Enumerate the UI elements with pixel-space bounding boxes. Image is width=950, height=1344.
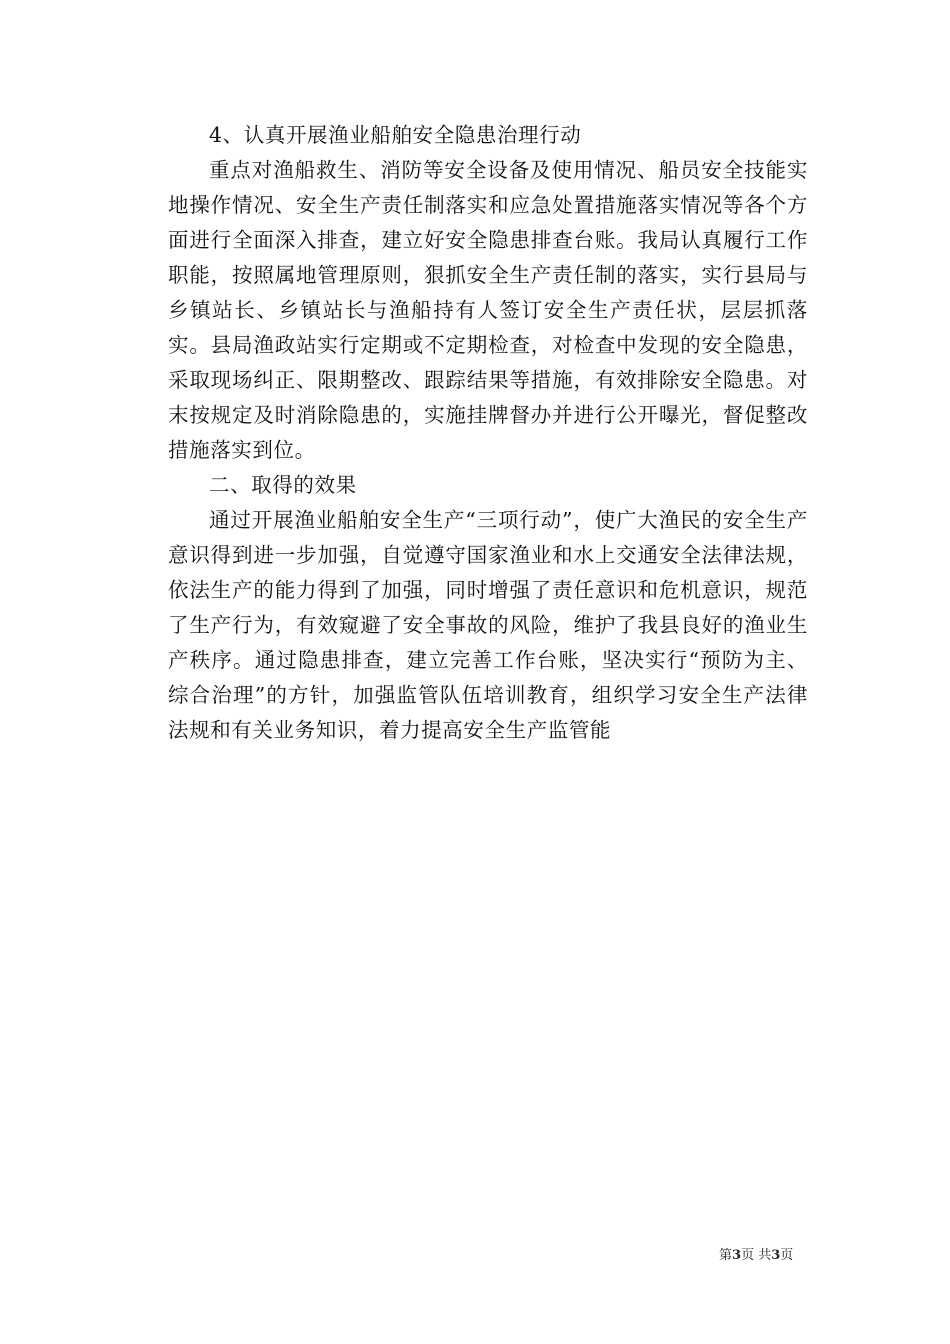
footer-current-page: 3: [732, 1248, 742, 1263]
body-paragraph-results: 通过开展渔业船舶安全生产“三项行动”，使广大渔民的安全生产意识得到进一步加强，自觉遵守国家渔业和水上交通安全法律法规，依法生产的能力得到了加强，同时增强了责任意识和危机意识，规范了生产行为，有效窥避了安全事故的风险，维护了我县良好的渔业生产秩序。通过隐患排查，建立完善工作台账，坚决实行“预防为主、综合治理”的方针，加强监管队伍培训教育，组织学习安全生产法律法规和有关业务知识，着力提高安全生产监管能: [168, 508, 808, 742]
footer-total-pages: 3: [771, 1248, 781, 1263]
footer-suffix: 页: [780, 1248, 794, 1263]
body-paragraph-hazard-inspection: 重点对渔船救生、消防等安全设备及使用情况、船员安全技能实地操作情况、安全生产责任制落实和应急处置措施落实情况等各个方面进行全面深入排查，建立好安全隐患排查台账。我局认真履行工作职能，按照属地管理原则，狠抓安全生产责任制的落实，实行县局与乡镇站长、乡镇站长与渔船持有人签订安全生产责任状，层层抓落实。县局渔政站实行定期或不定期检查，对检查中发现的安全隐患，采取现场纠正、限期整改、跟踪结果等措施，有效排除安全隐患。对末按规定及时消除隐患的，实施挂牌督办并进行公开曝光，督促整改措施落实到位。: [168, 158, 808, 462]
section-heading-results: 二、取得的效果: [209, 473, 357, 497]
document-body: [168, 118, 808, 748]
section-heading-4: 4、认真开展渔业船舶安全隐患治理行动: [209, 123, 582, 147]
footer-prefix: 第: [719, 1248, 733, 1263]
page-footer: [719, 1248, 793, 1264]
footer-middle: 页 共: [741, 1248, 772, 1263]
